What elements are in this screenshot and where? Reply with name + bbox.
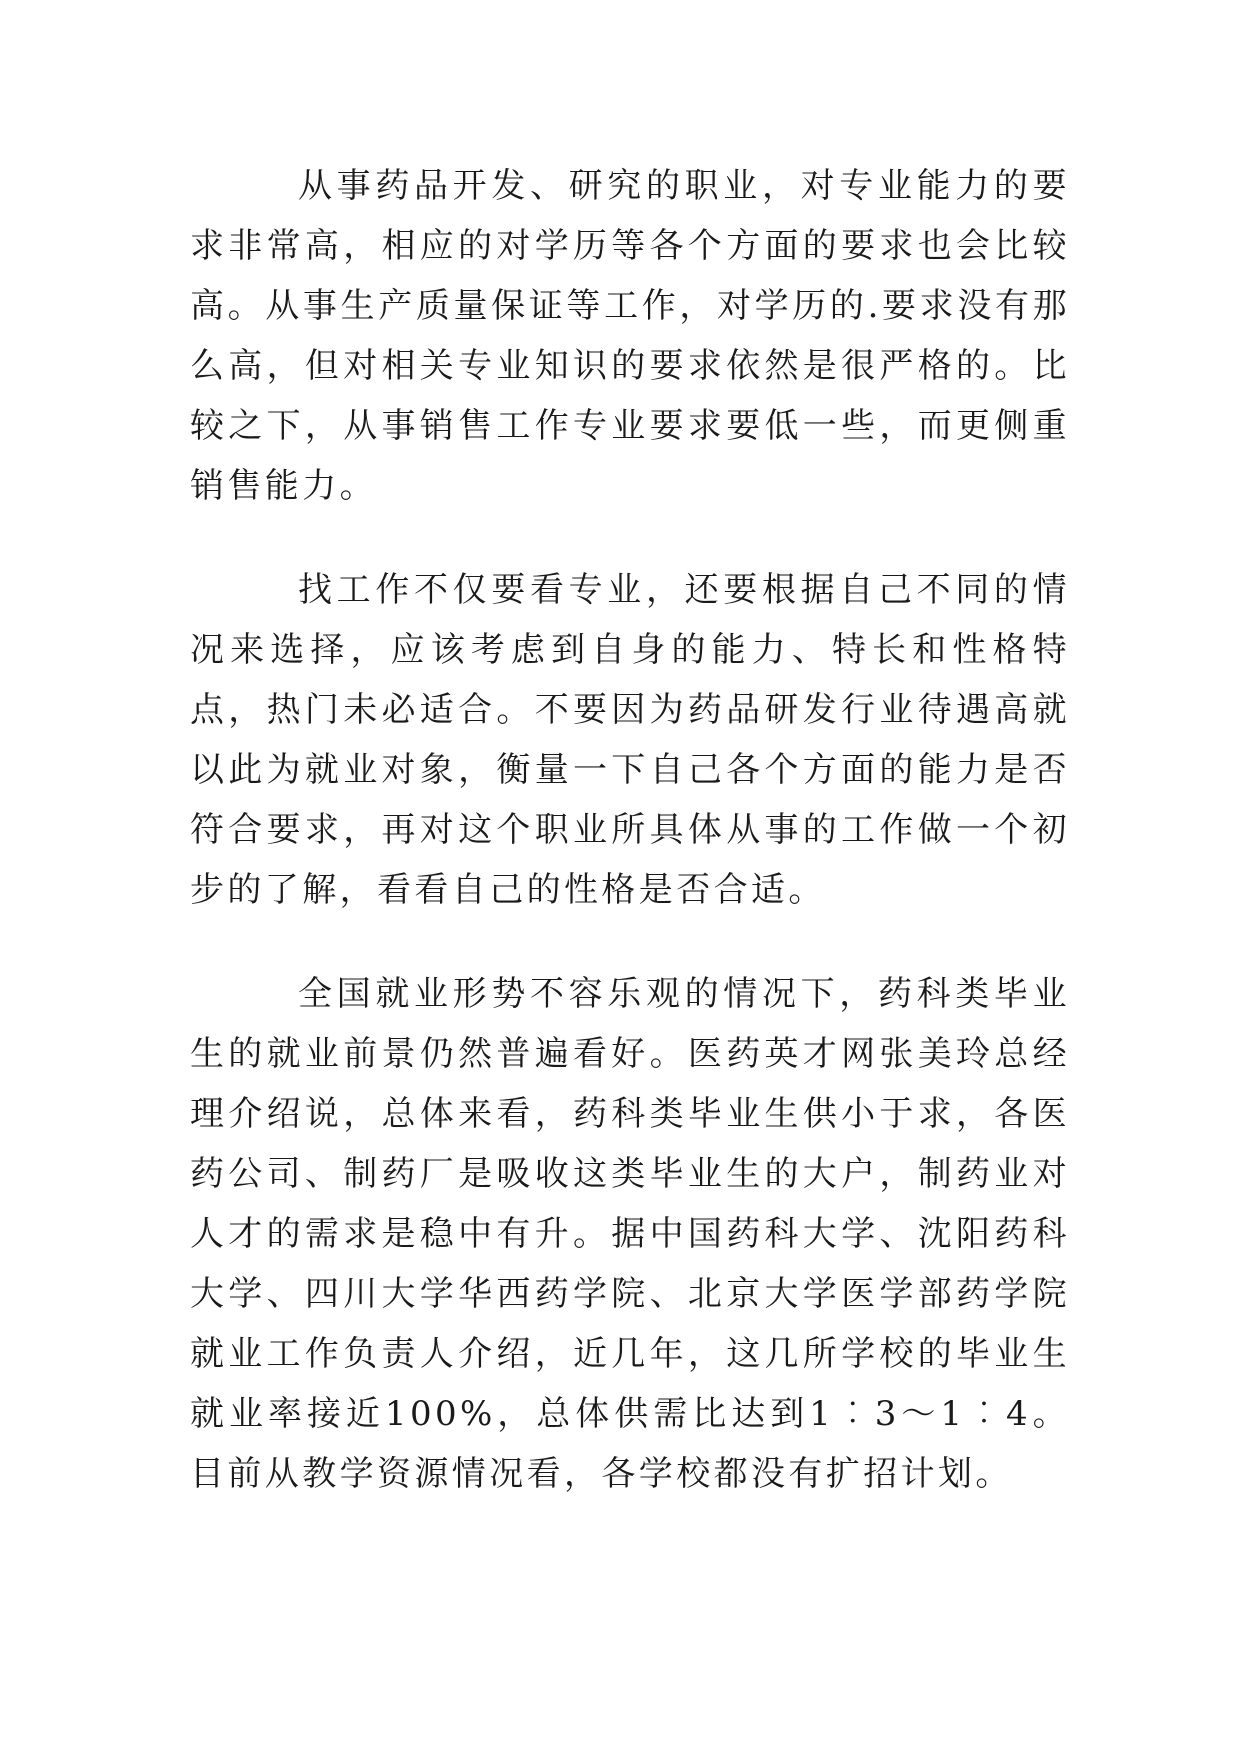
paragraph-pharma-career-requirements: 从事药品开发、研究的职业，对专业能力的要求非常高，相应的对学历等各个方面的要求也会比较高。从事生产质量保证等工作，对学历的.要求没有那么高，但对相关专业知识的要求依然是很严格的。比较之下，从事销售工作专业要求要低一些，而更侧重销售能力。 xyxy=(190,166,1070,506)
paragraph-job-choice-advice: 找工作不仅要看专业，还要根据自己不同的情况来选择，应该考虑到自身的能力、特长和性格特点，热门未必适合。不要因为药品研发行业待遇高就以此为就业对象，衡量一下自己各个方面的能力是否符合要求，再对这个职业所具体从事的工作做一个初步的了解，看看自己的性格是否合适。 xyxy=(190,570,1070,910)
paragraph-employment-outlook: 全国就业形势不容乐观的情况下，药科类毕业生的就业前景仍然普遍看好。医药英才网张美玲总经理介绍说，总体来看，药科类毕业生供小于求，各医药公司、制药厂是吸收这类毕业生的大户，制药业对人才的需求是稳中有升。据中国药科大学、沈阳药科大学、四川大学华西药学院、北京大学医学部药学院就业工作负责人介绍，近几年，这几所学校的毕业生就业率接近100%，总体供需比达到1︰3～1︰4。目前从教学资源情况看，各学校都没有扩招计划。 xyxy=(190,974,1070,1494)
